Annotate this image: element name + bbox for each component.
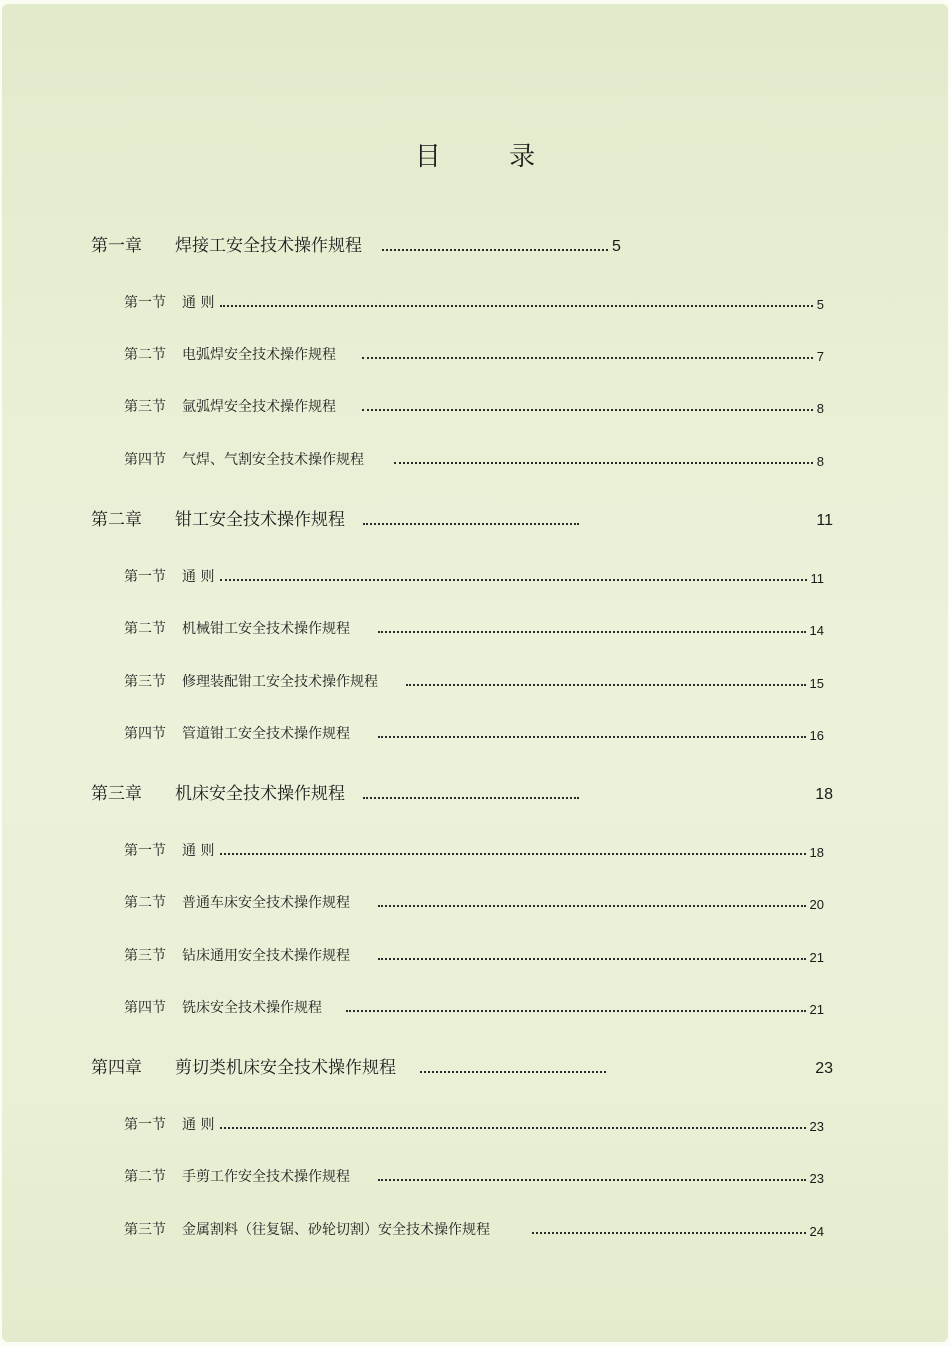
section-title: 金属割料（往复锯、砂轮切割）安全技术操作规程 — [182, 1222, 490, 1238]
toc-section[interactable] — [124, 562, 824, 586]
toc-chapter-2[interactable] — [91, 506, 833, 530]
dot-leader — [378, 905, 806, 907]
page-number: 23 — [809, 1119, 824, 1134]
page-number: 18 — [809, 845, 824, 860]
page-number: 15 — [809, 676, 824, 691]
chapter-title: 剪切类机床安全技术操作规程 — [175, 1058, 396, 1078]
section-title: 手剪工作安全技术操作规程 — [182, 1169, 350, 1185]
toc-section[interactable] — [124, 288, 824, 312]
toc-section[interactable] — [124, 836, 824, 860]
page-number: 20 — [809, 897, 824, 912]
dot-leader — [346, 1010, 806, 1012]
page-title: 目 录 — [414, 142, 566, 172]
page-number: 7 — [816, 349, 824, 364]
toc-section[interactable] — [124, 1162, 824, 1186]
dot-leader — [220, 853, 805, 855]
toc-section[interactable] — [124, 941, 824, 965]
section-title: 通 则 — [182, 843, 215, 859]
page-number: 5 — [612, 238, 621, 255]
section-number: 第二节 — [124, 895, 166, 911]
toc-chapter-4[interactable] — [91, 1054, 833, 1078]
toc-chapter-3[interactable] — [91, 780, 833, 804]
dot-leader — [378, 958, 806, 960]
dot-leader — [394, 462, 813, 464]
toc-section[interactable] — [124, 392, 824, 416]
document-page — [2, 4, 948, 1342]
page-number: 16 — [809, 728, 824, 743]
section-number: 第二节 — [124, 347, 166, 363]
page-number: 23 — [815, 1060, 833, 1077]
section-number: 第一节 — [124, 1117, 166, 1133]
section-title: 钻床通用安全技术操作规程 — [182, 948, 350, 964]
page-number: 11 — [810, 571, 824, 586]
dot-leader — [220, 1127, 805, 1129]
toc-chapter-1[interactable] — [91, 232, 833, 256]
chapter-title: 钳工安全技术操作规程 — [175, 510, 345, 530]
chapter-number: 第三章 — [91, 784, 142, 804]
toc-section[interactable] — [124, 888, 824, 912]
section-title: 机械钳工安全技术操作规程 — [182, 621, 350, 637]
toc-section[interactable] — [124, 1110, 824, 1134]
dot-leader — [363, 797, 579, 799]
section-number: 第一节 — [124, 843, 166, 859]
page-number: 14 — [809, 623, 824, 638]
toc-section[interactable] — [124, 614, 824, 638]
chapter-number: 第一章 — [91, 236, 142, 256]
section-title: 通 则 — [182, 569, 215, 585]
toc-section[interactable] — [124, 340, 824, 364]
dot-leader — [382, 249, 608, 251]
section-title: 通 则 — [182, 1117, 215, 1133]
toc-section[interactable] — [124, 993, 824, 1017]
section-title: 铣床安全技术操作规程 — [182, 1000, 322, 1016]
dot-leader — [378, 736, 806, 738]
page-number: 8 — [816, 454, 824, 469]
page-number: 24 — [809, 1224, 824, 1239]
section-title: 修理装配钳工安全技术操作规程 — [182, 674, 378, 690]
section-title: 通 则 — [182, 295, 215, 311]
page-number: 21 — [809, 1002, 824, 1017]
page-number: 5 — [816, 297, 824, 312]
section-number: 第四节 — [124, 726, 166, 742]
page-number: 11 — [816, 512, 833, 529]
dot-leader — [220, 579, 806, 581]
section-title: 气焊、气割安全技术操作规程 — [182, 452, 364, 468]
toc-section[interactable] — [124, 667, 824, 691]
dot-leader — [362, 409, 813, 411]
chapter-title: 机床安全技术操作规程 — [175, 784, 345, 804]
dot-leader — [362, 357, 813, 359]
section-number: 第四节 — [124, 452, 166, 468]
section-title: 普通车床安全技术操作规程 — [182, 895, 350, 911]
page-number: 18 — [815, 786, 833, 803]
dot-leader — [420, 1071, 606, 1073]
dot-leader — [406, 684, 806, 686]
page-number: 8 — [816, 401, 824, 416]
section-number: 第二节 — [124, 1169, 166, 1185]
chapter-title: 焊接工安全技术操作规程 — [175, 236, 362, 256]
section-number: 第一节 — [124, 569, 166, 585]
page-number: 23 — [809, 1171, 824, 1186]
section-number: 第三节 — [124, 674, 166, 690]
dot-leader — [378, 631, 806, 633]
section-title: 电弧焊安全技术操作规程 — [182, 347, 336, 363]
chapter-number: 第四章 — [91, 1058, 142, 1078]
dot-leader — [378, 1179, 806, 1181]
section-number: 第二节 — [124, 621, 166, 637]
chapter-number: 第二章 — [91, 510, 142, 530]
section-title: 氩弧焊安全技术操作规程 — [182, 399, 336, 415]
toc-section[interactable] — [124, 445, 824, 469]
toc-section[interactable] — [124, 1215, 824, 1239]
dot-leader — [363, 523, 579, 525]
page-number: 21 — [809, 950, 824, 965]
dot-leader — [220, 305, 812, 307]
section-number: 第四节 — [124, 1000, 166, 1016]
section-number: 第三节 — [124, 1222, 166, 1238]
section-number: 第三节 — [124, 399, 166, 415]
section-title: 管道钳工安全技术操作规程 — [182, 726, 350, 742]
section-number: 第三节 — [124, 948, 166, 964]
dot-leader — [532, 1232, 806, 1234]
section-number: 第一节 — [124, 295, 166, 311]
toc-section[interactable] — [124, 719, 824, 743]
